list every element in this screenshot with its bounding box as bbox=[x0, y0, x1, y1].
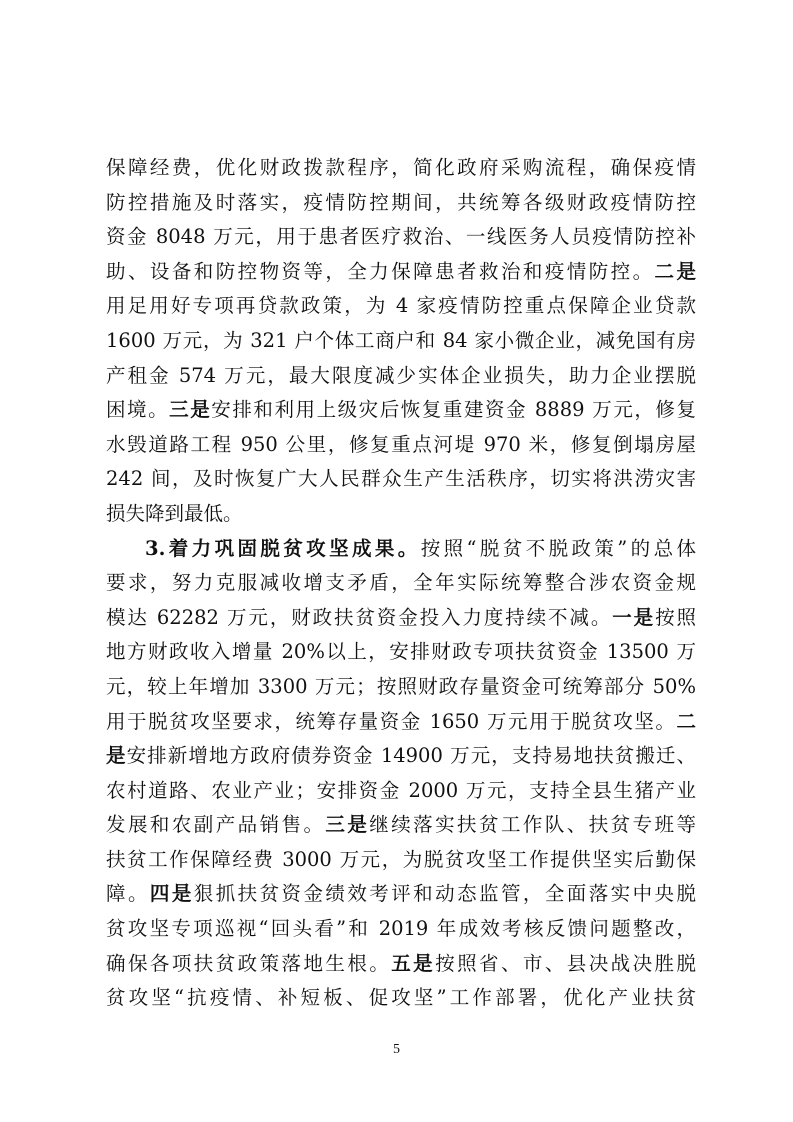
text-line bbox=[106, 497, 696, 532]
text-line bbox=[106, 912, 696, 947]
page-number: 5 bbox=[393, 1042, 400, 1057]
text-line bbox=[106, 393, 696, 428]
text-run: 要求，努力克服减收增支矛盾，全年实际统筹整合涉农资金规 bbox=[106, 571, 696, 595]
text-run: 贫攻坚专项巡视“回头看”和 2019 年成效考核反馈问题整改， bbox=[106, 917, 696, 941]
text-line bbox=[106, 774, 696, 809]
text-run: 用于脱贫攻坚要求，统筹存量资金 1650 万元用于脱贫攻坚。 bbox=[106, 709, 677, 733]
text-run: 困境。 bbox=[106, 398, 170, 422]
text-run: 1600 万元，为 321 户个体工商户和 84 家小微企业，减免国有房 bbox=[106, 328, 696, 352]
text-run: 地方财政收入增量 20%以上，安排财政专项扶贫资金 13500 万 bbox=[106, 640, 696, 664]
bold-text: 3.着力巩固脱贫攻坚成果。 bbox=[145, 536, 421, 560]
bold-text: 一是 bbox=[612, 605, 656, 629]
text-line bbox=[106, 877, 696, 912]
text-run: 农村道路、农业产业；安排资金 2000 万元，支持全县生猪产业 bbox=[106, 778, 696, 802]
bold-text: 二 bbox=[676, 709, 696, 733]
text-line bbox=[106, 705, 696, 740]
text-line bbox=[106, 635, 696, 670]
text-line bbox=[106, 428, 696, 463]
text-run: 安排和利用上级灾后恢复重建资金 8889 万元，修复 bbox=[211, 398, 696, 422]
text-run: 安排新增地方政府债券资金 14900 万元，支持易地扶贫搬迁、 bbox=[126, 744, 696, 768]
text-run: 按照 bbox=[655, 605, 696, 629]
text-line bbox=[106, 255, 696, 290]
text-run: 元，较上年增加 3300 万元；按照财政存量资金可统筹部分 50% bbox=[106, 674, 696, 698]
text-run: 按照省、市、县决战决胜脱 bbox=[435, 951, 696, 975]
bold-text: 是 bbox=[106, 744, 127, 768]
bold-text: 五是 bbox=[391, 951, 436, 975]
text-line bbox=[106, 532, 696, 567]
text-run: 损失降到最低。 bbox=[106, 501, 243, 525]
text-line bbox=[106, 601, 696, 636]
text-run: 用足用好专项再贷款政策，为 4 家疫情防控重点保障企业贷款 bbox=[106, 294, 696, 318]
body-text bbox=[106, 151, 696, 1016]
text-line bbox=[106, 186, 696, 221]
text-run: 水毁道路工程 950 公里，修复重点河堤 970 米，修复倒塌房屋 bbox=[106, 432, 696, 456]
text-run: 确保各项扶贫政策落地生根。 bbox=[106, 951, 392, 975]
text-run: 扶贫工作保障经费 3000 万元，为脱贫攻坚工作提供坚实后勤保 bbox=[106, 847, 696, 871]
text-run: 242 间，及时恢复广大人民群众生产生活秩序，切实将洪涝灾害 bbox=[106, 467, 696, 491]
text-run: 障。 bbox=[106, 882, 150, 906]
text-line bbox=[106, 289, 696, 324]
text-line bbox=[106, 462, 696, 497]
paragraph-epidemic-funding bbox=[106, 151, 696, 532]
text-run: 资金 8048 万元，用于患者医疗救治、一线医务人员疫情防控补 bbox=[106, 225, 696, 249]
text-run: 按照“脱贫不脱政策”的总体 bbox=[420, 536, 696, 560]
text-line bbox=[106, 220, 696, 255]
text-run: 贫攻坚“抗疫情、补短板、促攻坚”工作部署，优化产业扶贫 bbox=[106, 986, 696, 1010]
text-line bbox=[106, 808, 696, 843]
text-line bbox=[106, 739, 696, 774]
text-line bbox=[106, 670, 696, 705]
text-run: 模达 62282 万元，财政扶贫资金投入力度持续不减。 bbox=[106, 605, 613, 629]
text-line bbox=[106, 566, 696, 601]
text-run: 防控措施及时落实，疫情防控期间，共统筹各级财政疫情防控 bbox=[106, 190, 696, 214]
text-run: 狠抓扶贫资金绩效考评和动态监管，全面落实中央脱 bbox=[193, 882, 696, 906]
text-run: 发展和农副产品销售。 bbox=[106, 813, 326, 837]
text-run: 继续落实扶贫工作队、扶贫专班等 bbox=[369, 813, 696, 837]
bold-text: 三是 bbox=[325, 813, 370, 837]
text-line bbox=[106, 947, 696, 982]
paragraph-poverty-alleviation bbox=[106, 532, 696, 1016]
text-run: 助、设备和防控物资等，全力保障患者救治和疫情防控。 bbox=[106, 259, 655, 283]
bold-text: 四是 bbox=[149, 882, 194, 906]
text-line bbox=[106, 981, 696, 1016]
text-line bbox=[106, 151, 696, 186]
bold-text: 二是 bbox=[654, 259, 696, 283]
text-line bbox=[106, 324, 696, 359]
text-run: 产租金 574 万元，最大限度减少实体企业损失，助力企业摆脱 bbox=[106, 363, 696, 387]
bold-text: 三是 bbox=[169, 398, 212, 422]
text-line bbox=[106, 359, 696, 394]
text-run: 保障经费，优化财政拨款程序，简化政府采购流程，确保疫情 bbox=[106, 156, 696, 179]
text-line bbox=[106, 843, 696, 878]
